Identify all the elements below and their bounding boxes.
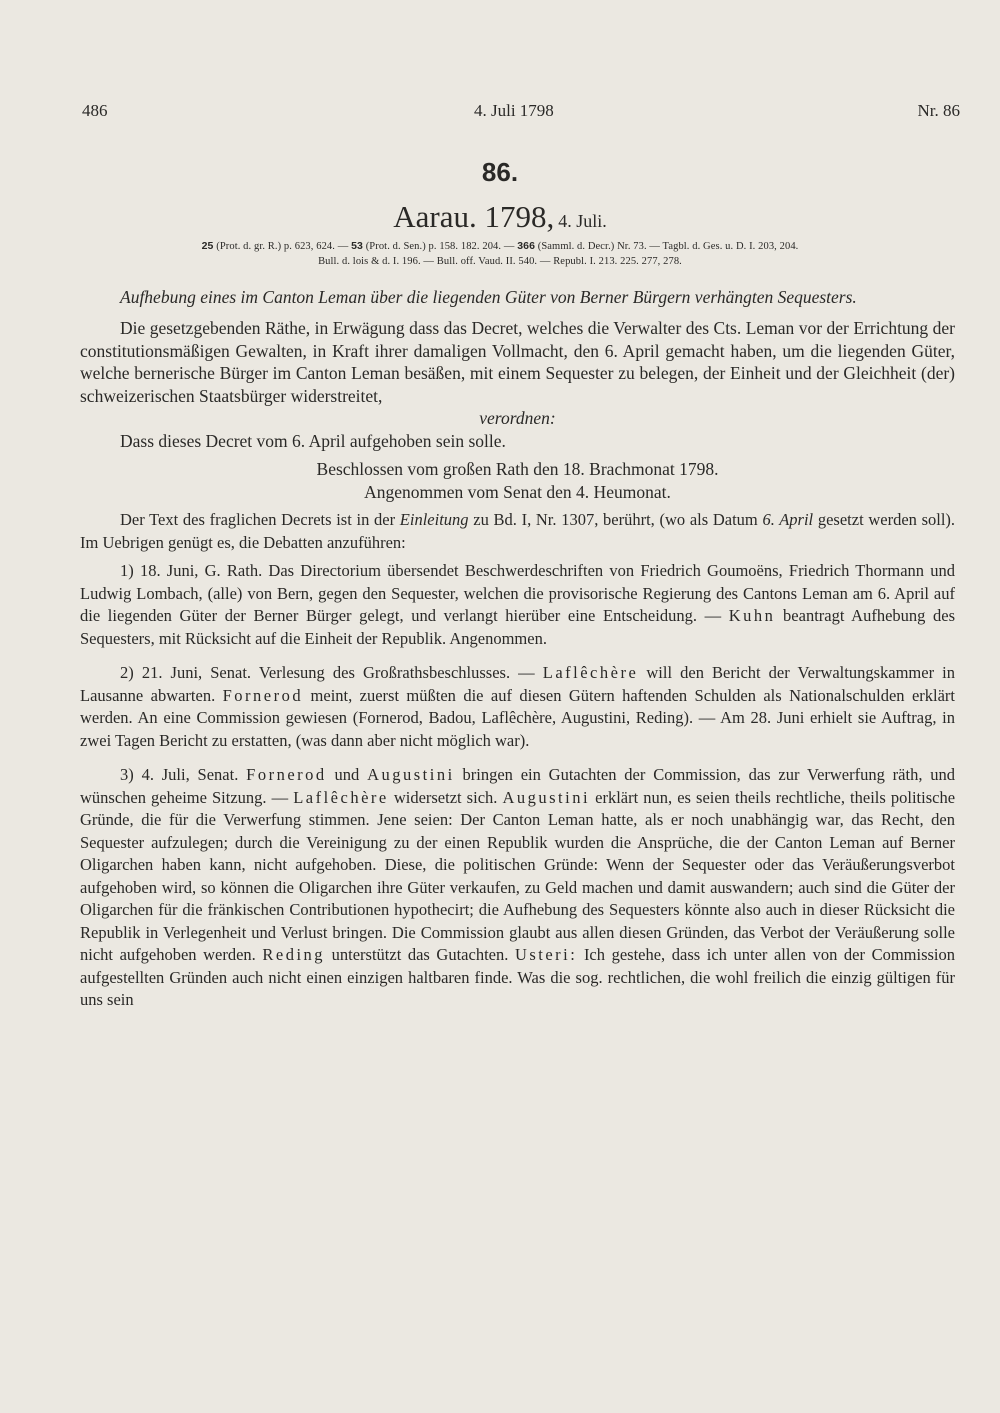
paragraph-text: und	[334, 765, 360, 784]
ref-text: (Prot. d. gr. R.) p. 623, 624. —	[216, 241, 349, 252]
paragraph-text: will den Bericht der Verwaltungskammer in Lausanne abwarten.	[80, 663, 956, 705]
ref-number: 53	[351, 240, 363, 252]
paragraph-text: 2) 21. Juni, Senat. Verlesung des Großrathsbeschlusses. —	[120, 663, 535, 682]
note-paragraph	[80, 509, 955, 554]
speaker-name: Laflêchère	[293, 787, 389, 807]
heading-day: 4. Juli.	[558, 211, 607, 231]
place-year: Aarau. 1798,	[393, 199, 555, 234]
speaker-name: Fornerod	[246, 765, 327, 784]
paragraph-text: widersetzt sich.	[393, 787, 498, 807]
references-line-1	[0, 239, 1000, 254]
paragraph-text: beantragt Aufhebung des Sequesters, mit Rücksicht auf die Einheit der Republik. Angenommen.	[80, 606, 956, 648]
debate-paragraph-2	[80, 662, 955, 752]
entry-number: 86.	[481, 157, 519, 187]
speaker-name: Augustini	[502, 787, 591, 807]
note-italic: 6. April	[762, 510, 814, 529]
spacer	[80, 650, 955, 662]
document-body	[80, 286, 955, 1012]
references-line-2: Bull. d. lois & d. I. 196. — Bull. off. Vaud. II. 540. — Republ. I. 213. 225. 277, 278.	[318, 256, 682, 267]
verordnen-line: verordnen:	[479, 408, 556, 428]
speaker-name: Fornerod	[222, 685, 304, 705]
entry-heading	[0, 199, 1000, 235]
paragraph-text: 3) 4. Juli, Senat.	[120, 765, 239, 784]
page-number: 486	[82, 101, 108, 120]
paragraph-text: bringen ein Gutachten der Commission, das zur Verwerfung räth, und wünschen geheime Sitzung. —	[80, 765, 956, 807]
header-doc-number: Nr. 86	[917, 101, 960, 120]
debate-paragraph-3	[80, 764, 955, 1012]
speaker-name: Laflêchère	[542, 663, 639, 682]
note-text: gesetzt werden soll). Im Uebrigen genügt es, die Debatten anzuführen:	[80, 510, 956, 552]
speaker-name: Augustini	[367, 765, 455, 784]
header-date: 4. Juli 1798	[474, 101, 554, 120]
note-italic: Einleitung	[399, 510, 469, 529]
running-header	[82, 101, 960, 127]
note-text: Der Text des fraglichen Decrets ist in der	[120, 510, 396, 529]
debate-paragraph-1	[80, 560, 955, 650]
note-text: zu Bd. I, Nr. 1307, berührt, (wo als Datum	[473, 510, 758, 529]
ref-number: 366	[517, 240, 536, 252]
paragraph-text: unterstützt das Gutachten.	[331, 945, 509, 964]
document-title: Aufhebung eines im Canton Leman über die liegenden Güter von Berner Bürgern verhängten Sequesters.	[120, 287, 857, 307]
speaker-name: Reding	[262, 945, 326, 964]
paragraph-text: 1) 18. Juni, G. Rath. Das Directorium übersendet Beschwerdeschriften von Friedrich Goumoëns, Friedrich Thormann und Ludwig Lombach, (alle) von Bern, gegen den Sequester, welchen die provisorische Regierung des Cantons Leman am 6. April auf die liegenden Güter der Berner Bürger gelegt, und verlangt hierüber eine Entscheidung. —	[80, 561, 955, 625]
ref-number: 25	[201, 240, 214, 252]
preamble-paragraph: Die gesetzgebenden Räthe, in Erwägung dass das Decret, welches die Verwalter des Cts. Leman vor der Errichtung der constitutionsmäßigen Gewalten, in Kraft ihrer damaligen Vollmacht, den 6. April gemacht haben, um die liegenden Güter, welche bernerische Bürger im Canton Leman besäßen, mit einem Sequester zu belegen, der Einheit und der Gleichheit (der) schweizerischen Staatsbürger widerstreitet,	[80, 318, 955, 406]
decree-paragraph: Dass dieses Decret vom 6. April aufgehoben sein solle.	[120, 430, 506, 451]
source-references	[0, 239, 1000, 269]
paragraph-text: Ich gestehe, dass ich unter allen von der Commission aufgestellten Gründen auch nicht einen einzigen haltbaren finde. Was die sog. rechtlichen, die wohl freilich die einzig gültigen für uns sein	[80, 945, 956, 1009]
ref-text: (Samml. d. Decr.) Nr. 73. — Tagbl. d. Ges. u. D. I. 203, 204.	[537, 241, 799, 252]
speaker-name: Usteri:	[514, 945, 578, 964]
resolved-great-council: Beschlossen vom großen Rath den 18. Brachmonat 1798.	[316, 459, 719, 479]
ref-text: (Prot. d. Sen.) p. 158. 182. 204. —	[365, 241, 515, 252]
resolved-senate: Angenommen vom Senat den 4. Heumonat.	[364, 481, 671, 502]
speaker-name: Kuhn	[728, 606, 776, 625]
spacer	[80, 752, 955, 764]
paragraph-text: meint, zuerst müßten die auf diesen Gütern haftenden Schulden als Nationalschulden erklärt werden. An eine Commission gewiesen (Fornerod, Badou, Laflêchère, Augustini, Reding). — Am 28. Juni erhielt sie Auftrag, in zwei Tagen Bericht zu erstatten, (was dann aber nicht möglich war).	[80, 685, 956, 750]
paragraph-text: erklärt nun, es seien theils rechtliche, theils politische Gründe, die für die Verwerfung stimmen. Jene seien: Der Canton Leman hatte, als er noch unabhängig war, das Recht, den Sequester aufzulegen; durch die Vereinigung zu der einen Republik wurden die Ansprüche, die der Canton Leman auf Berner Oligarchen haben kann, nicht aufgehoben. Diese, die politischen Gründe: Wenn der Sequester oder das Veräußerungsverbot aufgehoben wird, so können die Oligarchen ihre Güter verkaufen, zu Geld machen und damit auswandern; auch sind die Güter der Oligarchen für die fränkischen Contributionen hypothecirt; die Aufhebung des Sequesters könnte also auch in dieser Rücksicht die Republik in Verlegenheit und Verlust bringen. Die Commission glaubt aus allen diesen Gründen, das Verbot der Veräußerung solle nicht aufgehoben werden.	[80, 787, 956, 964]
